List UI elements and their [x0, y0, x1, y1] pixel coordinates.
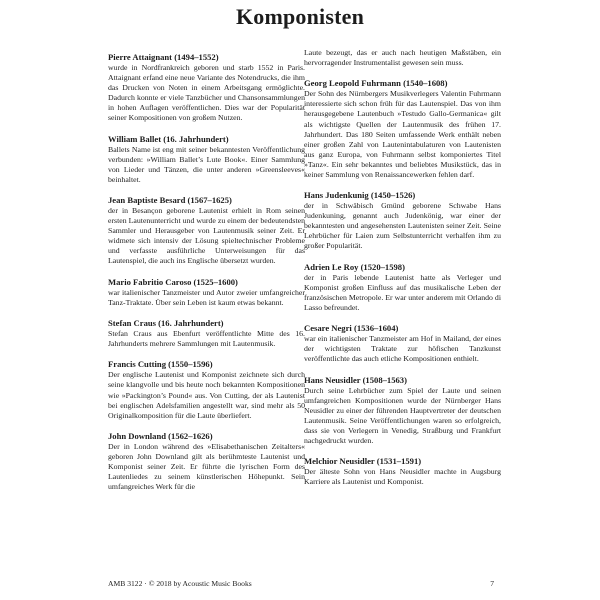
composer-entry [108, 134, 305, 185]
composer-bio: Der Sohn des Nürnbergers Musikverlegers Valentin Fuhrmann interessierte sich schon früh für das Lautenspiel. Das von ihm herausgegebene Lautenbuch »Testudo Gallo-Germanica« gilt als wichtigste Quellen der Lautenmusik des frühen 17. Jahrhundert. Das 180 Seiten umfassende Werk enthält neben einer großen Zahl von Lautenintabulaturen von Lautenisten aus ganz Europa, von Fuhrmann selbst komponiertes Titel »Tanz«. Ein sehr bekanntes und beliebtes Musikstück, das in keiner Sammlung von Renaissancewerken fehlen darf. [304, 89, 501, 179]
composer-bio: war ein italienischer Tanzmeister am Hof in Mailand, der eines der wichtigsten Traktate zur höfischen Tanzkunst veröffentlichte das auch etliche Kompositionen enthielt. [304, 334, 501, 364]
composer-entry [304, 323, 501, 364]
composer-bio: war italienischer Tanzmeister und Autor zweier umfangreicher Tanz-Traktate. Über sein Leben ist kaum etwas bekannt. [108, 287, 305, 307]
composer-entry [304, 190, 501, 251]
composer-bio: Der englische Lautenist und Komponist zeichnete sich durch seine klangvolle und bis heute noch bekannten Kompositionen wie »Packington’s Pound« aus. Von Cutting, der als Lautenist bei englischen Adelsfamilien angestellt war, sind mehr als 50 Originalkomposition für die Laute überliefert. [108, 370, 305, 420]
composer-heading: Mario Fabritio Caroso (1525–1600) [108, 276, 238, 287]
composer-entry-continued [304, 48, 501, 68]
composer-entry [304, 78, 501, 179]
composer-bio: der in Paris lebende Lautenist hatte als Verleger und Komponist großen Einfluss auf das musikalische Leben der französischen Metropole. Er war unter anderem mit Orlando di Lasso befreundet. [304, 272, 501, 312]
composer-entry [108, 277, 305, 308]
composer-bio: Der älteste Sohn von Hans Neusidler machte in Augsburg Karriere als Lautenist und Komponist. [304, 467, 501, 487]
composer-entry [108, 431, 305, 492]
composer-bio: der in Besançon geborene Lautenist erhielt in Rom seinen ersten Lautenunterricht und wurde zu einem der bedeutendsten Sammler und Herausgeber von Lautenmusik seiner Zeit. Er widmete sich intensiv der Lösung spieltechnischer Probleme und verfasste ausführliche Unterweisungen für das Lautenspiel, die auch ins Englische übersetzt wurden. [108, 206, 305, 266]
composer-heading: John Downland (1562–1626) [108, 430, 213, 441]
composer-bio: Der in London während des »Elisabethanischen Zeitalters« geboren John Downland gilt als berühmteste Lautenist und Komponist seiner Zeit. Er führte die lyrischen Form des Lautenliedes zu seinem künstlerischen Höhepunkt. Sein umfangreiches Werk für die [108, 441, 305, 492]
composer-bio: Durch seine Lehrbücher zum Spiel der Laute und seinen umfangreichen Kompositionen wurde der Nürnberger Hans Neusidler zu einer der führenden Hauptvertreter der deutschen Lautenmusik. Seine Veröffentlichungen waren so erfolgreich, dass sie von Verlegern in Venedig, Straßburg und Frankfurt nachgedruckt wurden. [304, 385, 501, 445]
composer-heading: Adrien Le Roy (1520–1598) [304, 261, 405, 272]
composer-entry [108, 52, 305, 123]
composer-heading: Cesare Negri (1536–1604) [304, 323, 399, 334]
composer-heading: Pierre Attaignant (1494–1552) [108, 52, 219, 62]
copyright-notice: AMB 3122 · © 2018 by Acoustic Music Books [108, 579, 252, 588]
composer-entry [304, 262, 501, 313]
composer-bio: der in Schwäbisch Gmünd geborene Schwabe Hans Judenkuning, genannt auch Judenkönig, war einer der bekanntesten und angesehensten Lautenisten seiner Zeit. Seine Lehrbücher für Laien zum Selbstunterricht verhalfen ihm zu großer Popularität. [304, 201, 501, 251]
composer-entry [108, 195, 305, 266]
composer-heading: Jean Baptiste Besard (1567–1625) [108, 195, 232, 206]
page-number: 7 [490, 579, 494, 588]
composer-bio: Laute bezeugt, das er auch nach heutigen Maßstäben, ein hervorragender Instrumentalist gewesen sein muss. [304, 48, 501, 68]
composer-heading: Hans Judenkunig (1450–1526) [304, 190, 416, 201]
composer-heading: Francis Cutting (1550–1596) [108, 359, 213, 370]
composer-entry [304, 375, 501, 446]
composer-heading: Georg Leopold Fuhrmann (1540–1608) [304, 78, 448, 89]
composer-heading: Stefan Craus (16. Jahrhundert) [108, 318, 224, 329]
composer-heading: Melchior Neusidler (1531–1591) [304, 456, 422, 467]
composer-entry [304, 456, 501, 487]
left-column [108, 52, 305, 502]
composer-bio: wurde in Nordfrankreich geboren und starb 1552 in Paris. Attaignant erfand eine neue Variante des Notendrucks, die ihm das Drucken von Noten in einem Arbeitsgang ermöglichte. Dadurch konnte er viele Tanzbücher und Chansonsammlungen in hohen Auflagen veröffentlichen. Dies war der Popularität seiner Kompositionen von großem Nutzen. [108, 63, 305, 123]
right-column [304, 48, 501, 498]
composer-entry [108, 318, 305, 349]
composer-entry [108, 359, 305, 420]
composer-bio: Ballets Name ist eng mit seiner bekanntesten Veröffentlichung verbunden: »William Ballet’s Lute Book«. Einer Sammlung von Lieder und Tänzen, die unter anderen »Greensleeves« beinhaltet. [108, 144, 305, 184]
page-title: Komponisten [235, 4, 365, 29]
composer-bio: Stefan Craus aus Ebenfurt veröffentlichte Mitte des 16. Jahrhunderts mehrere Sammlungen mit Lautenmusik. [108, 329, 305, 349]
composer-heading: Hans Neusidler (1508–1563) [304, 374, 407, 385]
composer-heading: William Ballet (16. Jahrhundert) [108, 133, 229, 144]
